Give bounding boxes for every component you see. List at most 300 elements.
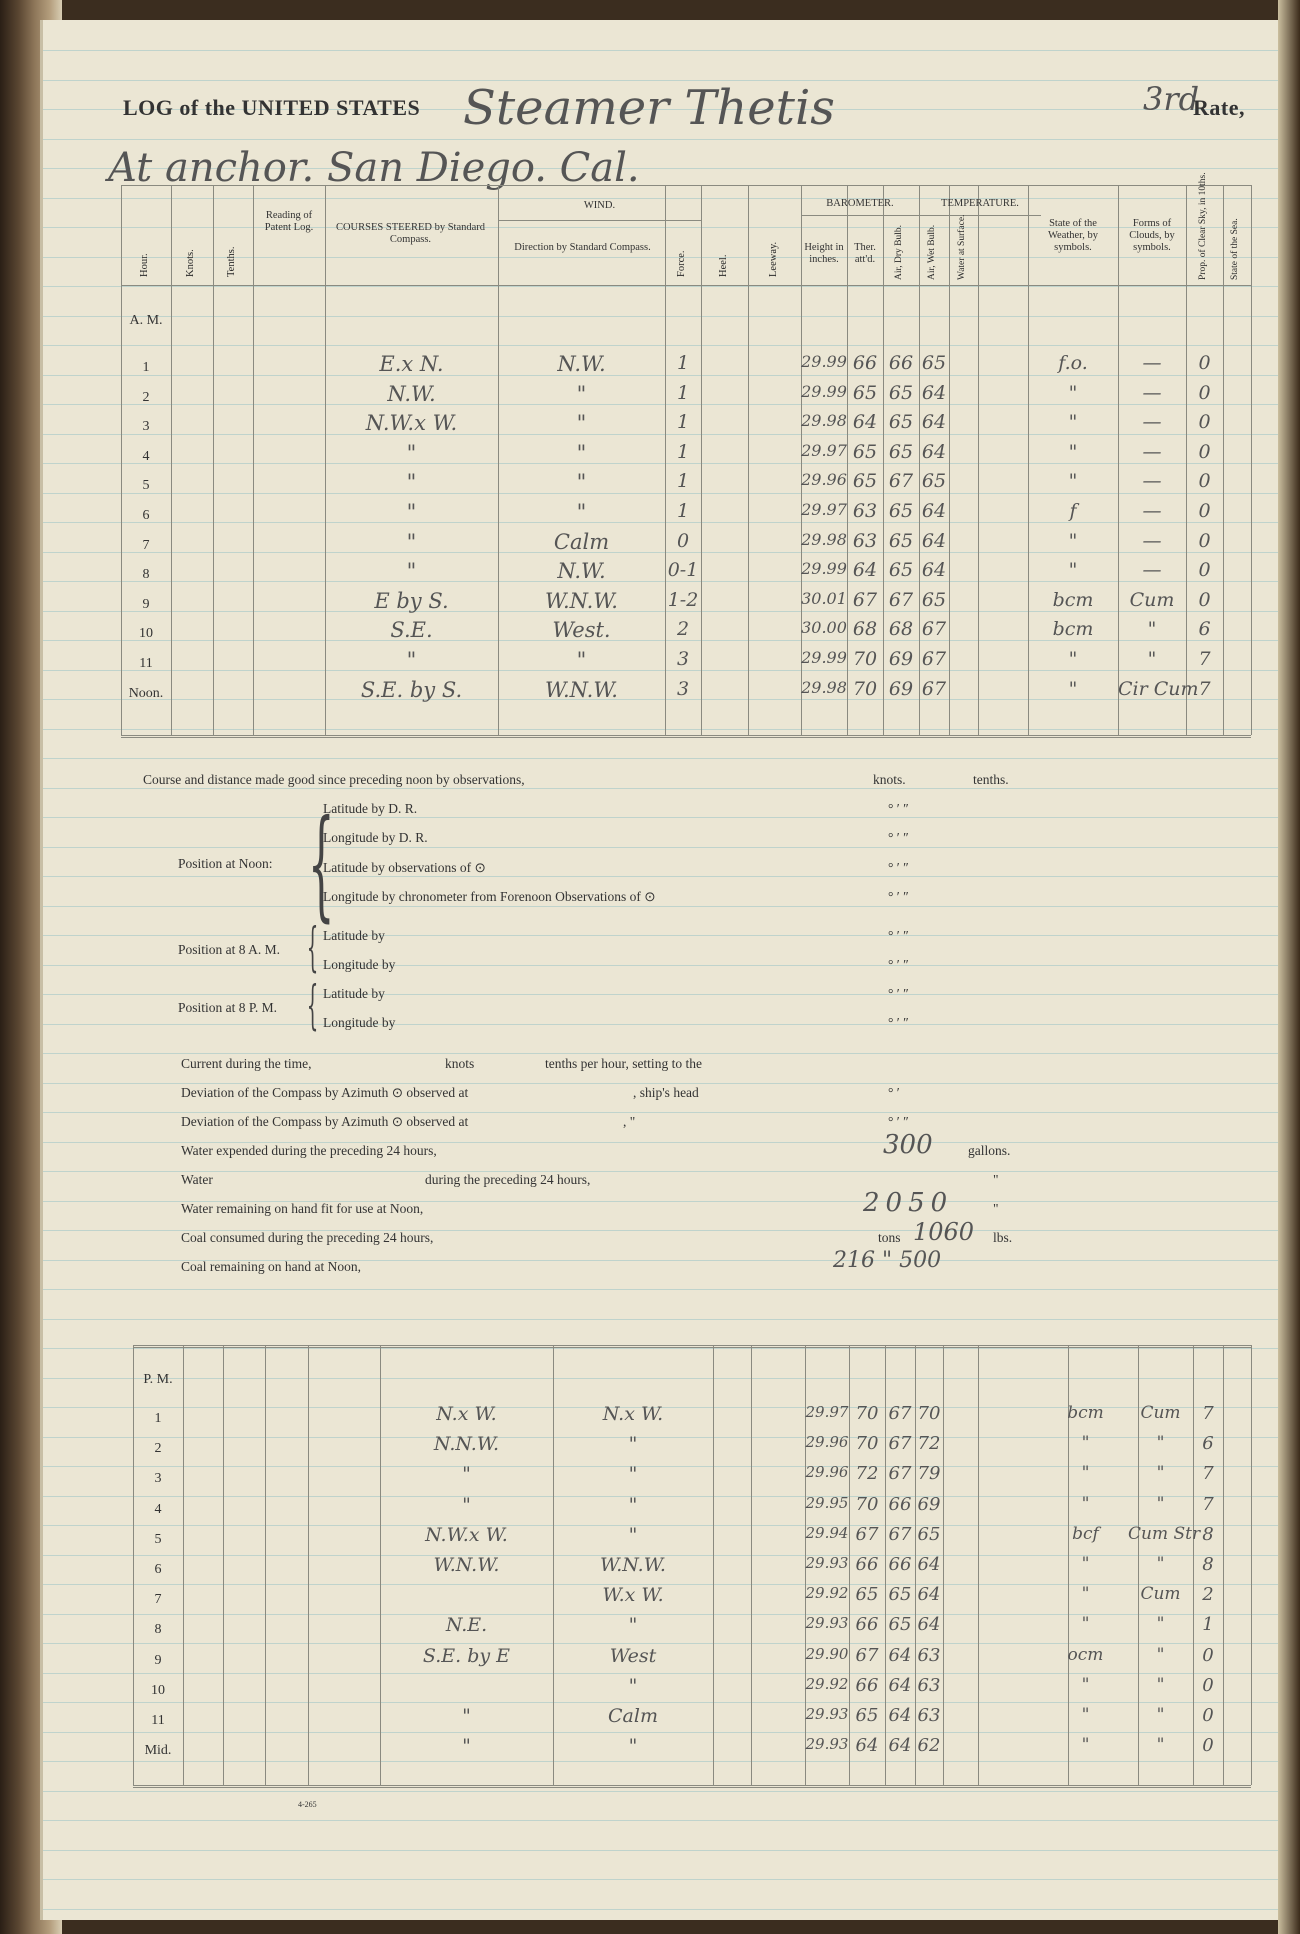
pm-clouds: "	[1156, 1705, 1165, 1725]
am-dry-bulb: 65	[888, 381, 914, 404]
am-clear-sky: 0	[1198, 440, 1211, 463]
am-clear-sky: 6	[1198, 618, 1211, 641]
table-column-line	[748, 185, 749, 735]
am-baro-height: 29.97	[801, 500, 847, 519]
am-clouds: —	[1142, 352, 1162, 374]
deviation-dm-1: ° ′	[888, 1085, 900, 1100]
ruled-line	[43, 1112, 1283, 1113]
water-expended-label: Water expended during the preceding 24 hours,	[181, 1143, 437, 1158]
am-wet-bulb: 64	[921, 381, 947, 404]
am-wind-force: 3	[676, 648, 690, 670]
pm-dry-bulb: 66	[888, 1554, 912, 1575]
table-column-line	[253, 185, 254, 735]
lat-obs-label: Latitude by observations of ⊙	[323, 860, 486, 875]
deviation-dms-2: ° ′ ″	[888, 1114, 909, 1129]
ruled-line	[43, 1909, 1283, 1910]
position-8am-label: Position at 8 A. M.	[178, 942, 281, 957]
current-label-3: tenths per hour, setting to the	[545, 1056, 702, 1071]
am-dry-bulb: 67	[888, 588, 914, 611]
am-clear-sky: 0	[1198, 588, 1211, 611]
ruled-line	[43, 1289, 1283, 1290]
pm-weather: "	[1081, 1554, 1090, 1574]
pm-weather: "	[1081, 1614, 1090, 1635]
ruled-line	[43, 139, 1283, 140]
pm-baro-height: 29.93	[805, 1614, 849, 1633]
coal-consumed-label: Coal consumed during the preceding 24 hours,	[181, 1230, 434, 1245]
am-course: N.W.x W.	[365, 411, 458, 436]
pm-dry-bulb: 66	[888, 1493, 912, 1515]
pm-baro-ther: 70	[855, 1493, 879, 1515]
am-baro-ther: 63	[852, 500, 878, 522]
location: At anchor. San Diego. Cal.	[108, 145, 640, 191]
pm-hour: 5	[154, 1531, 162, 1547]
position-8pm-label: Position at 8 P. M.	[178, 1000, 278, 1015]
printed-title: LOG of the UNITED STATES	[123, 95, 421, 120]
am-hour: 8	[142, 567, 150, 583]
am-baro-height: 29.99	[801, 559, 847, 579]
am-weather: "	[1068, 440, 1078, 463]
ruled-line	[43, 1850, 1283, 1851]
pm-hour: 4	[154, 1501, 162, 1517]
pm-weather: bcf	[1072, 1523, 1099, 1544]
pm-baro-height: 29.93	[805, 1705, 849, 1723]
am-wet-bulb: 64	[921, 411, 947, 434]
table-column-line	[949, 185, 950, 735]
table-column-line	[978, 1345, 979, 1785]
am-baro-height: 29.99	[801, 381, 847, 401]
pm-course: "	[462, 1735, 471, 1758]
pm-baro-ther: 70	[855, 1403, 879, 1424]
table-column-line	[978, 185, 979, 735]
am-weather: "	[1068, 381, 1078, 404]
pm-wet-bulb: 62	[917, 1735, 941, 1757]
am-clear-sky: 7	[1198, 677, 1211, 700]
am-wind-direction: Calm	[553, 529, 610, 554]
am-baro-height: 29.98	[801, 411, 847, 431]
ruled-line	[43, 1024, 1283, 1025]
pm-wind-direction: "	[628, 1674, 638, 1697]
pm-wet-bulb: 64	[917, 1584, 941, 1606]
pm-clouds: "	[1156, 1554, 1165, 1574]
pm-baro-ther: 66	[855, 1674, 879, 1696]
am-weather: "	[1068, 529, 1078, 552]
pm-course: W.N.W.	[433, 1554, 500, 1576]
pm-wind-direction: "	[628, 1735, 638, 1758]
am-hour: 6	[142, 508, 150, 523]
ruled-line	[43, 1673, 1283, 1674]
table-border	[133, 1785, 1251, 1788]
am-clouds: —	[1142, 440, 1162, 463]
am-wind-force: 2	[676, 618, 690, 641]
pm-wind-direction: W.x W.	[602, 1584, 664, 1607]
am-hour: 1	[142, 360, 150, 375]
brace-8am: {	[306, 918, 319, 978]
am-wet-bulb: 65	[921, 588, 947, 611]
ruled-line	[43, 994, 1283, 995]
pm-dry-bulb: 64	[888, 1705, 912, 1726]
pm-hour: 8	[154, 1622, 162, 1638]
pm-baro-height: 29.94	[805, 1523, 849, 1542]
am-baro-ther: 64	[852, 559, 878, 582]
ruled-line	[43, 965, 1283, 966]
am-wind-force: 1	[676, 411, 690, 434]
pm-wet-bulb: 65	[917, 1523, 941, 1545]
am-wet-bulb: 64	[921, 500, 947, 522]
hdr-weather: State of the Weather, by symbols.	[1047, 218, 1099, 253]
pm-hour: 11	[151, 1713, 165, 1728]
am-dry-bulb: 65	[888, 500, 914, 522]
table-column-line	[265, 1345, 266, 1785]
pm-clear-sky: 0	[1202, 1705, 1214, 1726]
rate-number: 3rd	[1143, 80, 1200, 118]
pm-wet-bulb: 70	[917, 1403, 941, 1424]
am-clouds: Cum	[1129, 588, 1175, 611]
pm-clouds: "	[1156, 1644, 1165, 1665]
pm-wet-bulb: 72	[917, 1433, 941, 1455]
pm-clouds: "	[1156, 1674, 1165, 1695]
pm-clouds: "	[1156, 1433, 1165, 1454]
am-baro-ther: 65	[852, 470, 878, 493]
ruled-line	[43, 1319, 1283, 1320]
pm-clouds: Cum	[1140, 1584, 1181, 1605]
ruled-line	[43, 847, 1283, 848]
pm-baro-ther: 66	[855, 1554, 879, 1575]
am-clouds: —	[1142, 529, 1162, 552]
hdr-ther: Ther. att'd.	[854, 242, 876, 265]
pm-baro-height: 29.92	[805, 1584, 849, 1603]
pm-wet-bulb: 63	[917, 1674, 941, 1696]
am-course: E by S.	[374, 588, 449, 613]
am-baro-ther: 66	[852, 352, 878, 374]
hdr-air_wet: Air, Wet Bulb.	[927, 224, 937, 280]
am-baro-height: 29.96	[801, 470, 847, 490]
ruled-line	[43, 935, 1283, 936]
page-edge	[1278, 0, 1300, 1934]
am-baro-height: 29.98	[801, 677, 847, 697]
table-column-line	[223, 1345, 224, 1785]
am-hour: 11	[139, 656, 153, 671]
pm-course: "	[462, 1705, 471, 1727]
water-remaining-value: 2050	[863, 1188, 954, 1218]
dms-marks: ° ′ ″	[888, 1015, 909, 1030]
am-course: S.E.	[390, 618, 433, 643]
am-wind-direction: "	[576, 648, 587, 672]
pm-dry-bulb: 67	[888, 1433, 912, 1455]
am-weather: "	[1068, 559, 1078, 582]
am-clouds: —	[1142, 411, 1162, 434]
pm-baro-ther: 65	[855, 1705, 879, 1726]
am-wind-force: 1-2	[667, 588, 699, 611]
course-distance-label: Course and distance made good since preceding noon by observations,	[143, 772, 525, 787]
pm-course: S.E. by E	[422, 1644, 511, 1667]
coal-remaining-label: Coal remaining on hand at Noon,	[181, 1259, 361, 1274]
am-baro-ther: 68	[852, 618, 878, 641]
am-clouds: Cir Cum	[1118, 677, 1199, 700]
am-dry-bulb: 69	[888, 648, 914, 670]
lon-8pm-label: Longitude by	[323, 1015, 396, 1030]
pm-baro-ther: 66	[855, 1614, 879, 1636]
pm-wet-bulb: 64	[917, 1554, 941, 1575]
pm-baro-ther: 67	[855, 1644, 879, 1666]
ruled-line	[43, 758, 1283, 759]
am-wind-force: 1	[676, 440, 690, 463]
am-wet-bulb: 65	[921, 470, 947, 493]
am-hour: 9	[142, 596, 150, 612]
pm-course: "	[462, 1463, 471, 1486]
table-column-line	[751, 1345, 752, 1785]
lon-chron-label: Longitude by chronometer from Forenoon Observations of ⊙	[323, 889, 656, 904]
ruled-line	[43, 316, 1283, 317]
pm-weather: bcm	[1067, 1403, 1104, 1423]
pm-clouds: "	[1156, 1463, 1165, 1484]
am-wind-direction: "	[576, 470, 587, 495]
hdr-temperature: TEMPERATURE.	[941, 198, 1019, 209]
am-weather: "	[1068, 411, 1078, 434]
pm-baro-height: 29.96	[805, 1463, 849, 1482]
lat-8pm-label: Latitude by	[323, 986, 385, 1001]
pm-clear-sky: 7	[1202, 1403, 1214, 1424]
am-course: "	[406, 529, 417, 554]
am-wet-bulb: 67	[921, 677, 947, 700]
hdr-sea: State of the Sea.	[1230, 218, 1240, 280]
tons-label: tons	[878, 1230, 901, 1245]
water-expended-value: 300	[883, 1130, 933, 1160]
pm-hour: 1	[154, 1411, 162, 1426]
pm-wind-direction: N.x W.	[602, 1403, 664, 1425]
ruled-line	[43, 1702, 1283, 1703]
dms-marks: ° ′ ″	[888, 928, 909, 943]
am-weather: "	[1068, 677, 1078, 700]
hdr-heel: Heel.	[717, 254, 729, 277]
am-course: E.x N.	[379, 352, 444, 376]
table-column-line	[701, 185, 702, 735]
am-wind-direction: "	[576, 500, 587, 524]
am-clouds: —	[1142, 381, 1162, 404]
pm-weather: "	[1081, 1584, 1090, 1605]
table-column-line	[1223, 1345, 1224, 1785]
hdr-wind-direction: Direction by Standard Compass.	[514, 242, 651, 253]
hdr-leeway: Leeway.	[767, 241, 779, 277]
pm-wind-direction: Calm	[608, 1705, 658, 1727]
hdr-air_dry: Air, Dry Bulb.	[894, 224, 904, 280]
am-baro-ther: 65	[852, 440, 878, 463]
table-border	[121, 735, 1251, 738]
am-baro-height: 30.00	[801, 618, 847, 638]
pm-wind-direction: West	[609, 1644, 657, 1667]
pm-weather: "	[1081, 1705, 1090, 1725]
hdr-height: Height in inches.	[804, 242, 844, 265]
pm-weather: "	[1081, 1463, 1090, 1484]
hdr-clouds: Forms of Clouds, by symbols.	[1129, 218, 1175, 253]
ruled-line	[43, 1083, 1283, 1084]
ruled-line	[43, 50, 1283, 51]
am-wind-force: 1	[676, 500, 690, 522]
am-clouds: "	[1147, 648, 1157, 670]
ruled-line	[43, 1879, 1283, 1880]
hdr-hour: Hour.	[139, 253, 150, 277]
hdr-force: Force.	[676, 250, 687, 277]
am-wind-force: 1	[676, 470, 690, 493]
table-column-line	[308, 1345, 309, 1785]
table-column-line	[943, 1345, 944, 1785]
am-wind-direction: "	[576, 381, 587, 406]
am-wind-force: 1	[676, 381, 690, 404]
pm-dry-bulb: 67	[888, 1463, 912, 1485]
pm-clear-sky: 7	[1202, 1493, 1214, 1515]
rate-label: Rate,	[1193, 95, 1245, 120]
am-wind-force: 0-1	[667, 559, 699, 582]
pm-hour: 7	[154, 1592, 162, 1608]
lat-dr-label: Latitude by D. R.	[323, 801, 418, 816]
pm-wet-bulb: 69	[917, 1493, 941, 1515]
baro-temp-subheader-line	[801, 215, 1041, 216]
table-column-line	[713, 1345, 714, 1785]
pm-label: P. M.	[143, 1372, 173, 1387]
pm-clouds: Cum	[1140, 1403, 1181, 1423]
am-dry-bulb: 69	[888, 677, 914, 700]
pm-weather: "	[1081, 1433, 1090, 1454]
pm-clear-sky: 0	[1202, 1674, 1214, 1696]
pm-baro-ther: 65	[855, 1584, 879, 1606]
am-wind-force: 0	[676, 529, 690, 552]
am-baro-ther: 70	[852, 648, 878, 670]
am-clear-sky: 0	[1198, 559, 1211, 582]
pm-clear-sky: 2	[1202, 1584, 1214, 1606]
pm-clouds: "	[1156, 1614, 1165, 1635]
pm-wind-direction: W.N.W.	[600, 1554, 666, 1576]
pm-clear-sky: 8	[1202, 1523, 1214, 1545]
pm-baro-height: 29.90	[805, 1644, 849, 1663]
pm-course: N.N.W.	[433, 1433, 500, 1456]
pm-clear-sky: 6	[1202, 1433, 1214, 1455]
am-clear-sky: 0	[1198, 470, 1211, 493]
am-wet-bulb: 67	[921, 618, 947, 641]
am-dry-bulb: 65	[888, 411, 914, 434]
pm-baro-height: 29.96	[805, 1433, 849, 1452]
ruled-line	[43, 906, 1283, 907]
am-baro-height: 29.97	[801, 440, 847, 460]
am-wind-direction: N.W.	[557, 352, 606, 376]
am-clear-sky: 0	[1198, 411, 1211, 434]
pm-baro-height: 29.92	[805, 1674, 849, 1693]
table-border	[133, 1345, 1251, 1348]
deviation-label-2: Deviation of the Compass by Azimuth ⊙ observed at	[181, 1114, 469, 1129]
am-baro-ther: 65	[852, 381, 878, 404]
pm-wet-bulb: 64	[917, 1614, 941, 1636]
pm-course: N.x W.	[436, 1403, 497, 1425]
am-course: S.E. by S.	[360, 677, 463, 702]
am-label: A. M.	[129, 313, 163, 328]
am-wind-direction: "	[576, 411, 587, 436]
pm-baro-height: 29.93	[805, 1735, 849, 1754]
am-wet-bulb: 65	[921, 352, 947, 374]
dms-marks: ° ′ ″	[888, 801, 909, 816]
table-border	[121, 185, 1251, 186]
am-clear-sky: 0	[1198, 500, 1211, 522]
am-baro-ther: 67	[852, 588, 878, 611]
pm-dry-bulb: 64	[888, 1644, 912, 1666]
pm-baro-ther: 72	[855, 1463, 879, 1485]
lbs-label: lbs.	[993, 1230, 1013, 1245]
pm-course: "	[462, 1493, 471, 1516]
pm-course: N.E.	[445, 1614, 488, 1637]
am-wind-direction: West.	[552, 618, 611, 643]
pm-clouds: Cum Str	[1128, 1523, 1201, 1544]
am-hour: 10	[139, 626, 153, 642]
pm-weather: ocm	[1067, 1644, 1104, 1665]
pm-dry-bulb: 67	[888, 1403, 912, 1424]
am-baro-ther: 63	[852, 529, 878, 552]
am-wet-bulb: 64	[921, 440, 947, 463]
brace-8pm: {	[306, 976, 319, 1036]
am-wind-force: 3	[676, 677, 690, 700]
pm-hour: 6	[154, 1562, 162, 1577]
ruled-line	[43, 817, 1283, 818]
am-course: "	[406, 470, 417, 495]
lat-8am-label: Latitude by	[323, 928, 385, 943]
pm-clouds: "	[1156, 1735, 1165, 1756]
pm-baro-height: 29.97	[805, 1403, 849, 1421]
am-baro-height: 29.98	[801, 529, 847, 549]
am-hour: Noon.	[128, 685, 164, 701]
am-course: "	[406, 440, 417, 465]
pm-wind-direction: "	[628, 1614, 638, 1637]
am-hour: 2	[142, 389, 150, 405]
am-baro-height: 29.99	[801, 648, 847, 667]
water-blank-label-2: during the preceding 24 hours,	[425, 1172, 591, 1187]
pm-clear-sky: 7	[1202, 1463, 1214, 1485]
form-code: 4-265	[298, 1800, 317, 1809]
coal-consumed-value: 1060	[913, 1218, 975, 1246]
hdr-knots: Knots.	[185, 249, 196, 277]
am-wet-bulb: 64	[921, 529, 947, 552]
pm-course: N.W.x W.	[425, 1523, 508, 1546]
dms-marks: ° ′ ″	[888, 986, 909, 1001]
hdr-wind: WIND.	[583, 200, 616, 211]
coal-remaining-value: 216 " 500	[833, 1248, 942, 1273]
am-hour: 4	[142, 448, 150, 464]
log-page	[40, 20, 1283, 1920]
pm-hour: 9	[154, 1652, 162, 1668]
pm-baro-ther: 70	[855, 1433, 879, 1455]
pm-weather: "	[1081, 1674, 1090, 1695]
am-weather: f	[1069, 500, 1077, 522]
water-remaining-label: Water remaining on hand fit for use at Noon,	[181, 1201, 424, 1216]
pm-hour: 2	[154, 1441, 162, 1457]
am-course: "	[406, 648, 417, 672]
dms-marks: ° ′ ″	[888, 957, 909, 972]
pm-dry-bulb: 67	[888, 1523, 912, 1545]
ruled-line	[43, 1348, 1283, 1349]
ruled-line	[43, 1791, 1283, 1792]
lon-dr-label: Longitude by D. R.	[323, 830, 428, 845]
ruled-line	[43, 1378, 1283, 1379]
gallons-label: gallons.	[968, 1143, 1011, 1158]
pm-clouds: "	[1156, 1493, 1165, 1514]
tenths-label: tenths.	[973, 772, 1009, 787]
am-course: "	[406, 559, 417, 584]
table-column-line	[1223, 185, 1224, 735]
am-course: N.W.	[387, 381, 436, 406]
ruled-line	[43, 1053, 1283, 1054]
am-clear-sky: 0	[1198, 529, 1211, 552]
pm-hour: Mid.	[144, 1743, 172, 1759]
am-clouds: —	[1142, 470, 1162, 493]
position-noon-label: Position at Noon:	[178, 856, 273, 871]
dms-marks: ° ′ ″	[888, 889, 909, 904]
am-weather: "	[1068, 470, 1078, 493]
am-wind-direction: W.N.W.	[545, 588, 618, 613]
